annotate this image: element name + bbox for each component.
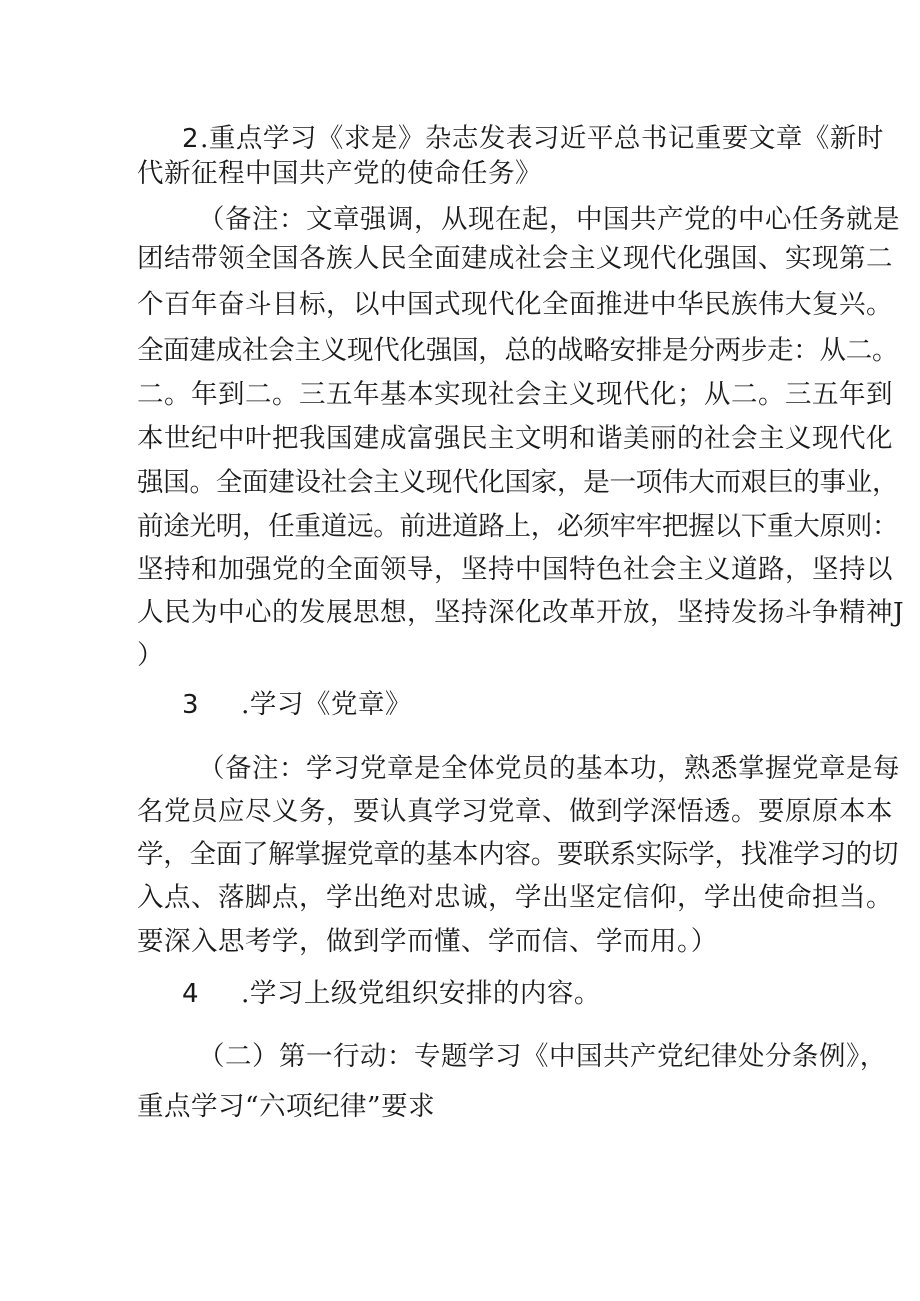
item-3-note-line-1: （备注：学习党章是全体党员的基本功，熟悉掌握党章是每 (198, 753, 900, 784)
item-2-note-line-10: 人民为中心的发展思想，坚持深化改革开放，坚持发扬斗争精神J (137, 597, 905, 628)
item-2-heading-line-2: 代新征程中国共产党的使命任务》 (137, 158, 542, 189)
item-4-number: 4 (182, 979, 199, 1009)
item-3-note-line-3: 学，全面了解掌握党章的基本内容。要联系实际学，找准学习的切 (137, 839, 899, 870)
item-2-note-line-2: 团结带领全国各族人民全面建成社会主义现代化强国、实现第二 (137, 243, 893, 274)
item-3-note-line-4: 入点、落脚点，学出绝对忠诚，学出坚定信仰，学出使命担当。 (137, 882, 893, 913)
item-4-heading: .学习上级党组织安排的内容。 (241, 978, 601, 1009)
section-2-heading-line-1: （二）第一行动：专题学习《中国共产党纪律处分条例》， (198, 1041, 887, 1072)
section-2-heading-line-2: 重点学习“六项纪律”要求 (137, 1091, 436, 1122)
item-3-number: 3 (182, 690, 199, 720)
item-2-note-line-1: （备注：文章强调，从现在起，中国共产党的中心任务就是 (198, 204, 900, 235)
item-2-note-line-6: 本世纪中叶把我国建成富强民主文明和谐美丽的社会主义现代化 (137, 423, 893, 454)
item-2-note-line-9: 坚持和加强党的全面领导，坚持中国特色社会主义道路，坚持以 (137, 554, 893, 585)
item-3-heading: .学习《党章》 (241, 689, 412, 720)
item-3-note-line-5: 要深入思考学，做到学而懂、学而信、学而用。） (137, 926, 718, 957)
item-3-note-line-2: 名党员应尽义务，要认真学习党章、做到学深悟透。要原原本本 (137, 796, 893, 827)
item-2-note-line-11: ） (137, 640, 164, 671)
item-2-heading-line-1: .重点学习《求是》杂志发表习近平总书记重要文章《新时 (200, 123, 884, 154)
item-2-note-line-5: 二。年到二。三五年基本实现社会主义现代化；从二。三五年到 (137, 379, 893, 410)
item-2-number: 2 (182, 124, 199, 154)
item-2-note-line-7: 强国。全面建设社会主义现代化国家，是一项伟大而艰巨的事业， (137, 467, 899, 498)
item-2-note-line-4: 全面建成社会主义现代化强国，总的战略安排是分两步走：从二。 (137, 335, 899, 366)
item-2-note-line-3: 个百年奋斗目标，以中国式现代化全面推进中华民族伟大复兴。 (137, 289, 893, 320)
item-2-note-line-8: 前途光明，任重道远。前进道路上，必须牢牢把握以下重大原则： (137, 511, 899, 542)
